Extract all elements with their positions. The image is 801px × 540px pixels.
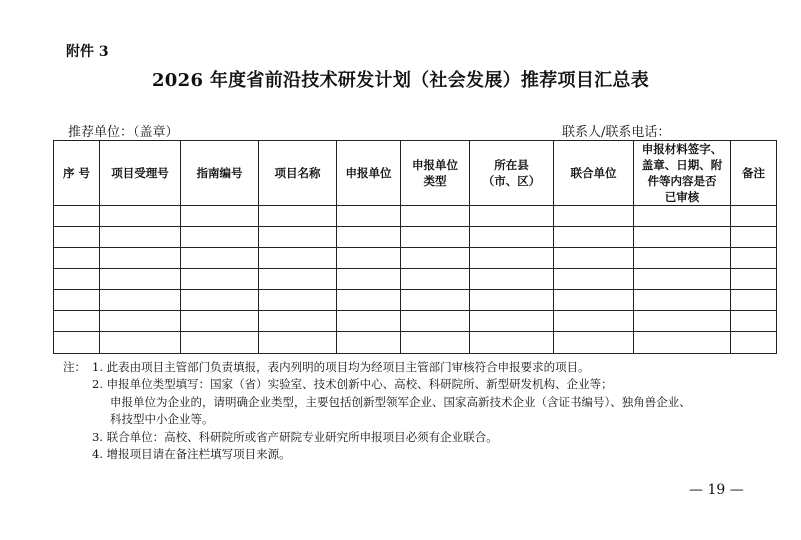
table-cell (401, 227, 470, 248)
table-cell (401, 290, 470, 311)
table-cell (337, 227, 401, 248)
table-cell (337, 248, 401, 269)
table-row (54, 227, 777, 248)
note-item: 2. 申报单位类型填写：国家（省）实验室、技术创新中心、高校、科研院所、新型研发机构、企业等； (92, 377, 613, 392)
table-cell (259, 269, 337, 290)
summary-table (53, 140, 777, 354)
table-cell (470, 332, 554, 354)
table-cell (259, 227, 337, 248)
table-cell (100, 311, 181, 332)
table-cell (470, 206, 554, 227)
table-cell (181, 290, 259, 311)
table-cell (401, 311, 470, 332)
note-item: 注： 1. 此表由项目主管部门负责填报，表内列明的项目均为经项目主管部门审核符合申报要求的项目。 (63, 359, 783, 376)
table-cell (731, 248, 777, 269)
table-cell (259, 290, 337, 311)
table-cell (259, 332, 337, 354)
table-cell (54, 311, 100, 332)
table-cell (337, 311, 401, 332)
column-header: 所在县 （市、区） (470, 141, 554, 206)
table-row (54, 332, 777, 354)
table-cell (731, 332, 777, 354)
contact-label: 联系人/联系电话： (562, 125, 671, 140)
table-row (54, 290, 777, 311)
table-cell (634, 332, 731, 354)
table-cell (54, 206, 100, 227)
table-cell (731, 206, 777, 227)
note-item: 科技型中小企业等。 (110, 412, 214, 427)
table-cell (634, 248, 731, 269)
table-cell (470, 248, 554, 269)
table-cell (181, 248, 259, 269)
table-cell (100, 227, 181, 248)
table-cell (54, 332, 100, 354)
table-cell (337, 206, 401, 227)
table-cell (634, 227, 731, 248)
table-cell (554, 227, 634, 248)
table-cell (54, 227, 100, 248)
table-cell (634, 290, 731, 311)
table-cell (470, 269, 554, 290)
column-header: 项目受理号 (100, 141, 181, 206)
table-cell (54, 248, 100, 269)
table-cell (337, 332, 401, 354)
annex-label: 附件 3 (66, 44, 109, 60)
note-item: 4. 增报项目请在备注栏填写项目来源。 (92, 447, 291, 462)
notes-prefix: 注： (63, 360, 86, 374)
table-header-row (54, 141, 777, 206)
table-cell (554, 290, 634, 311)
table-cell (181, 227, 259, 248)
table-cell (100, 332, 181, 354)
table-cell (470, 290, 554, 311)
table-cell (554, 311, 634, 332)
table-cell (181, 332, 259, 354)
column-header: 指南编号 (181, 141, 259, 206)
table-cell (100, 290, 181, 311)
table-cell (731, 227, 777, 248)
table-cell (554, 206, 634, 227)
note-item: 3. 联合单位：高校、科研院所或省产研院专业研究所申报项目必须有企业联合。 (92, 429, 498, 444)
table-cell (259, 311, 337, 332)
table-cell (100, 248, 181, 269)
note-item: 申报单位为企业的，请明确企业类型，主要包括创新型领军企业、国家高新技术企业（含证书编号）、独角兽企业、 (110, 394, 691, 409)
column-header: 申报单位 类型 (401, 141, 470, 206)
table-cell (54, 290, 100, 311)
table-row (54, 269, 777, 290)
table-cell (181, 311, 259, 332)
table-cell (100, 206, 181, 227)
column-header: 项目名称 (259, 141, 337, 206)
table-cell (401, 332, 470, 354)
notes-section (63, 359, 783, 463)
table-cell (634, 311, 731, 332)
table-cell (401, 206, 470, 227)
table-cell (731, 290, 777, 311)
table-cell (100, 269, 181, 290)
table-cell (554, 269, 634, 290)
table-cell (470, 311, 554, 332)
column-header: 序 号 (54, 141, 100, 206)
table-cell (634, 206, 731, 227)
column-header: 备注 (731, 141, 777, 206)
table-cell (634, 269, 731, 290)
table-cell (337, 269, 401, 290)
table-cell (181, 269, 259, 290)
table-row (54, 311, 777, 332)
document-title: 2026 年度省前沿技术研发计划（社会发展）推荐项目汇总表 (151, 70, 650, 91)
page-number: — 19 — (689, 482, 744, 498)
recommending-unit-label: 推荐单位：（盖章） (68, 125, 179, 140)
table-cell (54, 269, 100, 290)
table-row (54, 206, 777, 227)
table-cell (470, 227, 554, 248)
table-cell (401, 248, 470, 269)
column-header: 申报材料签字、 盖章、日期、附 件等内容是否 已审核 (634, 141, 731, 206)
table-cell (259, 248, 337, 269)
table-cell (337, 290, 401, 311)
table-cell (181, 206, 259, 227)
table-row (54, 248, 777, 269)
table-cell (731, 311, 777, 332)
table-cell (554, 332, 634, 354)
table-cell (731, 269, 777, 290)
table-cell (401, 269, 470, 290)
column-header: 联合单位 (554, 141, 634, 206)
table-cell (554, 248, 634, 269)
table-cell (259, 206, 337, 227)
column-header: 申报单位 (337, 141, 401, 206)
